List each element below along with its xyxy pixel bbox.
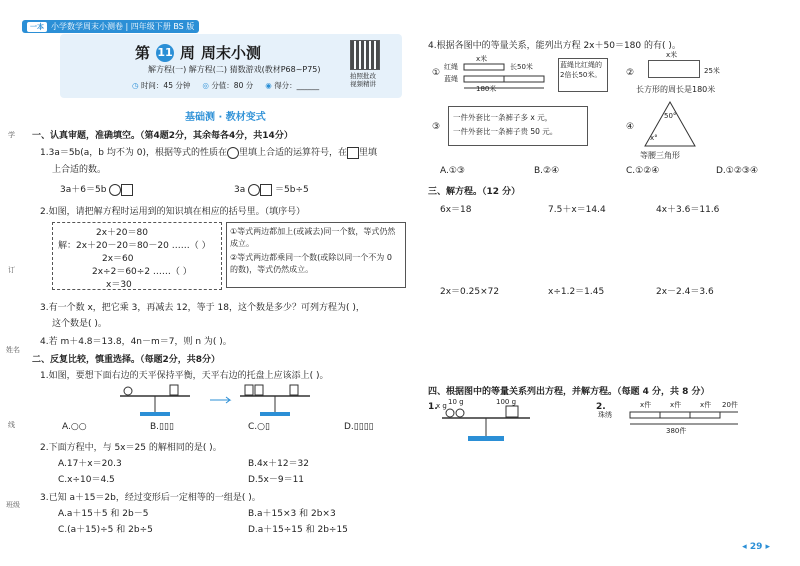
part1-title: 一、认真审题，准确填空。（第4题2分，其余每各4分，共14分） xyxy=(32,131,293,141)
target-icon: ◉ xyxy=(265,81,272,90)
equation: 2x－2.4＝3.6 xyxy=(656,287,714,297)
fig4-label: 50° xyxy=(664,112,677,120)
square-blank xyxy=(121,184,133,196)
option[interactable]: A.○○ xyxy=(62,422,87,432)
fig2-label: 25米 xyxy=(704,67,720,75)
option[interactable]: A.17＋x＝20.3 xyxy=(58,459,122,469)
equation: x÷1.2＝1.45 xyxy=(548,287,605,297)
equation: 7.5＋x＝14.4 xyxy=(548,205,606,215)
fig1-label: x米 xyxy=(476,55,488,63)
brand-text: 小学数学周末小测卷 | 四年级下册 BS 版 xyxy=(51,22,195,31)
fig4-label: x° xyxy=(650,134,658,142)
p2q1-text: 1.如图，要想下面右边的天平保持平衡，天平右边的托盘上应该添上( )。 xyxy=(40,371,329,381)
rule-2: ②等式两边都乘同一个数(或除以同一个不为 0 的数)，等式仍然成立。 xyxy=(230,253,392,274)
fig-num: ② xyxy=(626,68,635,78)
q1-eq2: 3a ＝5b÷5 xyxy=(234,185,309,195)
balance-figure-2 xyxy=(436,402,536,446)
solve-line: 解：2x＋20－20＝80－20 ……（ ） xyxy=(58,241,211,251)
option[interactable]: C.①②④ xyxy=(626,166,660,176)
part2-title: 二、反复比较，慎重选择。（每题2分，共8分） xyxy=(32,355,221,365)
p4-label: x g xyxy=(436,402,447,410)
meta-row xyxy=(132,80,319,91)
balance-figure xyxy=(110,382,320,418)
q3-text: 3.有一个数 x，把它乘 3，再减去 12，等于 18，这个数是多少？可列方程为( )， xyxy=(40,303,365,313)
circle-blank xyxy=(227,147,239,159)
fig1-note: 蓝绳比红绳的2倍长50米。 xyxy=(558,58,608,92)
week-suffix: 周 xyxy=(180,44,196,62)
option[interactable]: B.4x＋12＝32 xyxy=(248,459,309,469)
fig-num: ① xyxy=(432,68,441,78)
fig1-label: 红绳 xyxy=(444,63,458,71)
rule-1: ①等式两边都加上(或减去)同一个数，等式仍然成立。 xyxy=(230,227,396,248)
p4-label: x件 xyxy=(670,401,682,409)
q2-text: 2.如图，请把解方程时运用到的知识填在相应的括号里。（填序号） xyxy=(40,207,306,217)
fig1-label: 蓝绳 xyxy=(444,75,458,83)
triangle-diagram xyxy=(640,100,700,150)
option[interactable]: C.○▯ xyxy=(248,422,270,432)
p4-label: 10 g xyxy=(448,398,464,406)
solve-line: 2x＝60 xyxy=(102,254,134,264)
option[interactable]: B.▯▯▯ xyxy=(150,422,174,432)
q3-text-cont: 这个数是( )。 xyxy=(52,319,107,329)
option[interactable]: B.a＋15×3 和 2b×3 xyxy=(248,509,336,519)
fig2-label: x米 xyxy=(666,51,678,59)
margin-label: 班级 xyxy=(6,501,20,509)
fig4-note: 等腰三角形 xyxy=(640,151,680,160)
section-title: 基础测 · 教材变式 xyxy=(185,112,266,123)
equation: 6x＝18 xyxy=(440,205,472,215)
p2q2-text: 2.下面方程中，与 5x＝25 的解相同的是( )。 xyxy=(40,443,222,453)
rectangle-shape xyxy=(648,60,700,78)
p4-label: 380件 xyxy=(666,427,687,435)
full-score-info: ◎ 分值：80 分 xyxy=(202,81,254,90)
solve-line: 2x＋20＝80 xyxy=(96,228,148,238)
circle-blank xyxy=(248,184,260,196)
qr-caption: 拍照批改 视频精讲 xyxy=(350,72,376,88)
part4-title: 四、根据图中的等量关系列出方程，并解方程。（每题 4 分，共 8 分） xyxy=(428,387,710,397)
option[interactable]: A.a＋15＋5 和 2b－5 xyxy=(58,509,149,519)
circle-blank xyxy=(109,184,121,196)
week-number: 11 xyxy=(156,44,174,62)
subtitle: 解方程(一) 解方程(二) 猜数游戏(教材P68~P75) xyxy=(148,65,321,74)
fig2-note: 长方形的周长是180米 xyxy=(636,85,716,94)
time-info: ◷ 时间：45 分钟 xyxy=(132,81,191,90)
week-prefix: 第 xyxy=(135,44,151,62)
q4-text: 4.若 m＋4.8＝13.8，4n－m＝7，则 n 为( )。 xyxy=(40,337,232,347)
fig1-label: 180米 xyxy=(476,85,497,93)
fig3-box: 一件外套比一条裤子多 x 元， 一件外套比一条裤子贵 50 元。 xyxy=(448,106,588,146)
p4-label: 100 g xyxy=(496,398,517,406)
solve-line: x＝30 xyxy=(106,280,132,290)
option[interactable]: D.5x－9＝11 xyxy=(248,475,305,485)
margin-label: 学 xyxy=(8,131,15,139)
q1-eq1: 3a＋6＝5b xyxy=(60,182,133,196)
solve-line: 2x÷2＝60÷2 ……（ ） xyxy=(92,267,192,277)
option[interactable]: D.①②③④ xyxy=(716,166,759,176)
p4-label: 珠绣 xyxy=(598,411,612,419)
option[interactable]: A.①③ xyxy=(440,166,465,176)
p4-label: 20件 xyxy=(722,401,738,409)
margin-label: 姓名 xyxy=(6,346,20,354)
equation: 4x＋3.6＝11.6 xyxy=(656,205,720,215)
p4-num: 2. xyxy=(596,402,606,412)
title-text: 周末小测 xyxy=(201,44,262,62)
fig-num: ④ xyxy=(626,122,635,132)
square-blank xyxy=(260,184,272,196)
option[interactable]: C.x÷10＝4.5 xyxy=(58,475,115,485)
brand-banner xyxy=(22,20,199,33)
option[interactable]: D.a＋15÷15 和 2b÷15 xyxy=(248,525,348,535)
equation: 2x＝0.25×72 xyxy=(440,287,500,297)
fig-num: ③ xyxy=(432,122,441,132)
qr-code[interactable] xyxy=(350,40,380,70)
margin-label: 线 xyxy=(8,421,15,429)
p2q3-text: 3.已知 a＋15＝2b，经过变形后一定相等的一组是( )。 xyxy=(40,493,261,503)
margin-label: 订 xyxy=(8,266,15,274)
clock-icon: ◷ xyxy=(132,81,139,90)
option[interactable]: C.(a＋15)÷5 和 2b÷5 xyxy=(58,525,153,535)
score-field: ◉ 得分：______ xyxy=(265,81,320,90)
fig1-label: 长50米 xyxy=(510,63,533,71)
square-blank xyxy=(347,147,359,159)
brand-tag: 一本 xyxy=(27,22,47,32)
page-title xyxy=(135,42,261,63)
page-number: ◂ 29 ▸ xyxy=(742,542,770,552)
p4-num: 1. xyxy=(428,402,438,412)
rules-box xyxy=(226,222,406,288)
option[interactable]: B.②④ xyxy=(534,166,560,176)
p4-label: x件 xyxy=(700,401,712,409)
q1-text-cont: 上合适的数。 xyxy=(52,165,107,175)
part3-title: 三、解方程。（12 分） xyxy=(428,187,521,197)
p4-label: x件 xyxy=(640,401,652,409)
score-icon: ◎ xyxy=(202,81,209,90)
r-q4-text: 4.根据各图中的等量关系，能列出方程 2x＋50＝180 的有( )。 xyxy=(428,41,681,51)
q1-text: 1.3a＝5b(a，b 均不为 0)，根据等式的性质在 里填上合适的运算符号，在 里填 xyxy=(40,148,377,158)
option[interactable]: D.▯▯▯▯ xyxy=(344,422,374,432)
